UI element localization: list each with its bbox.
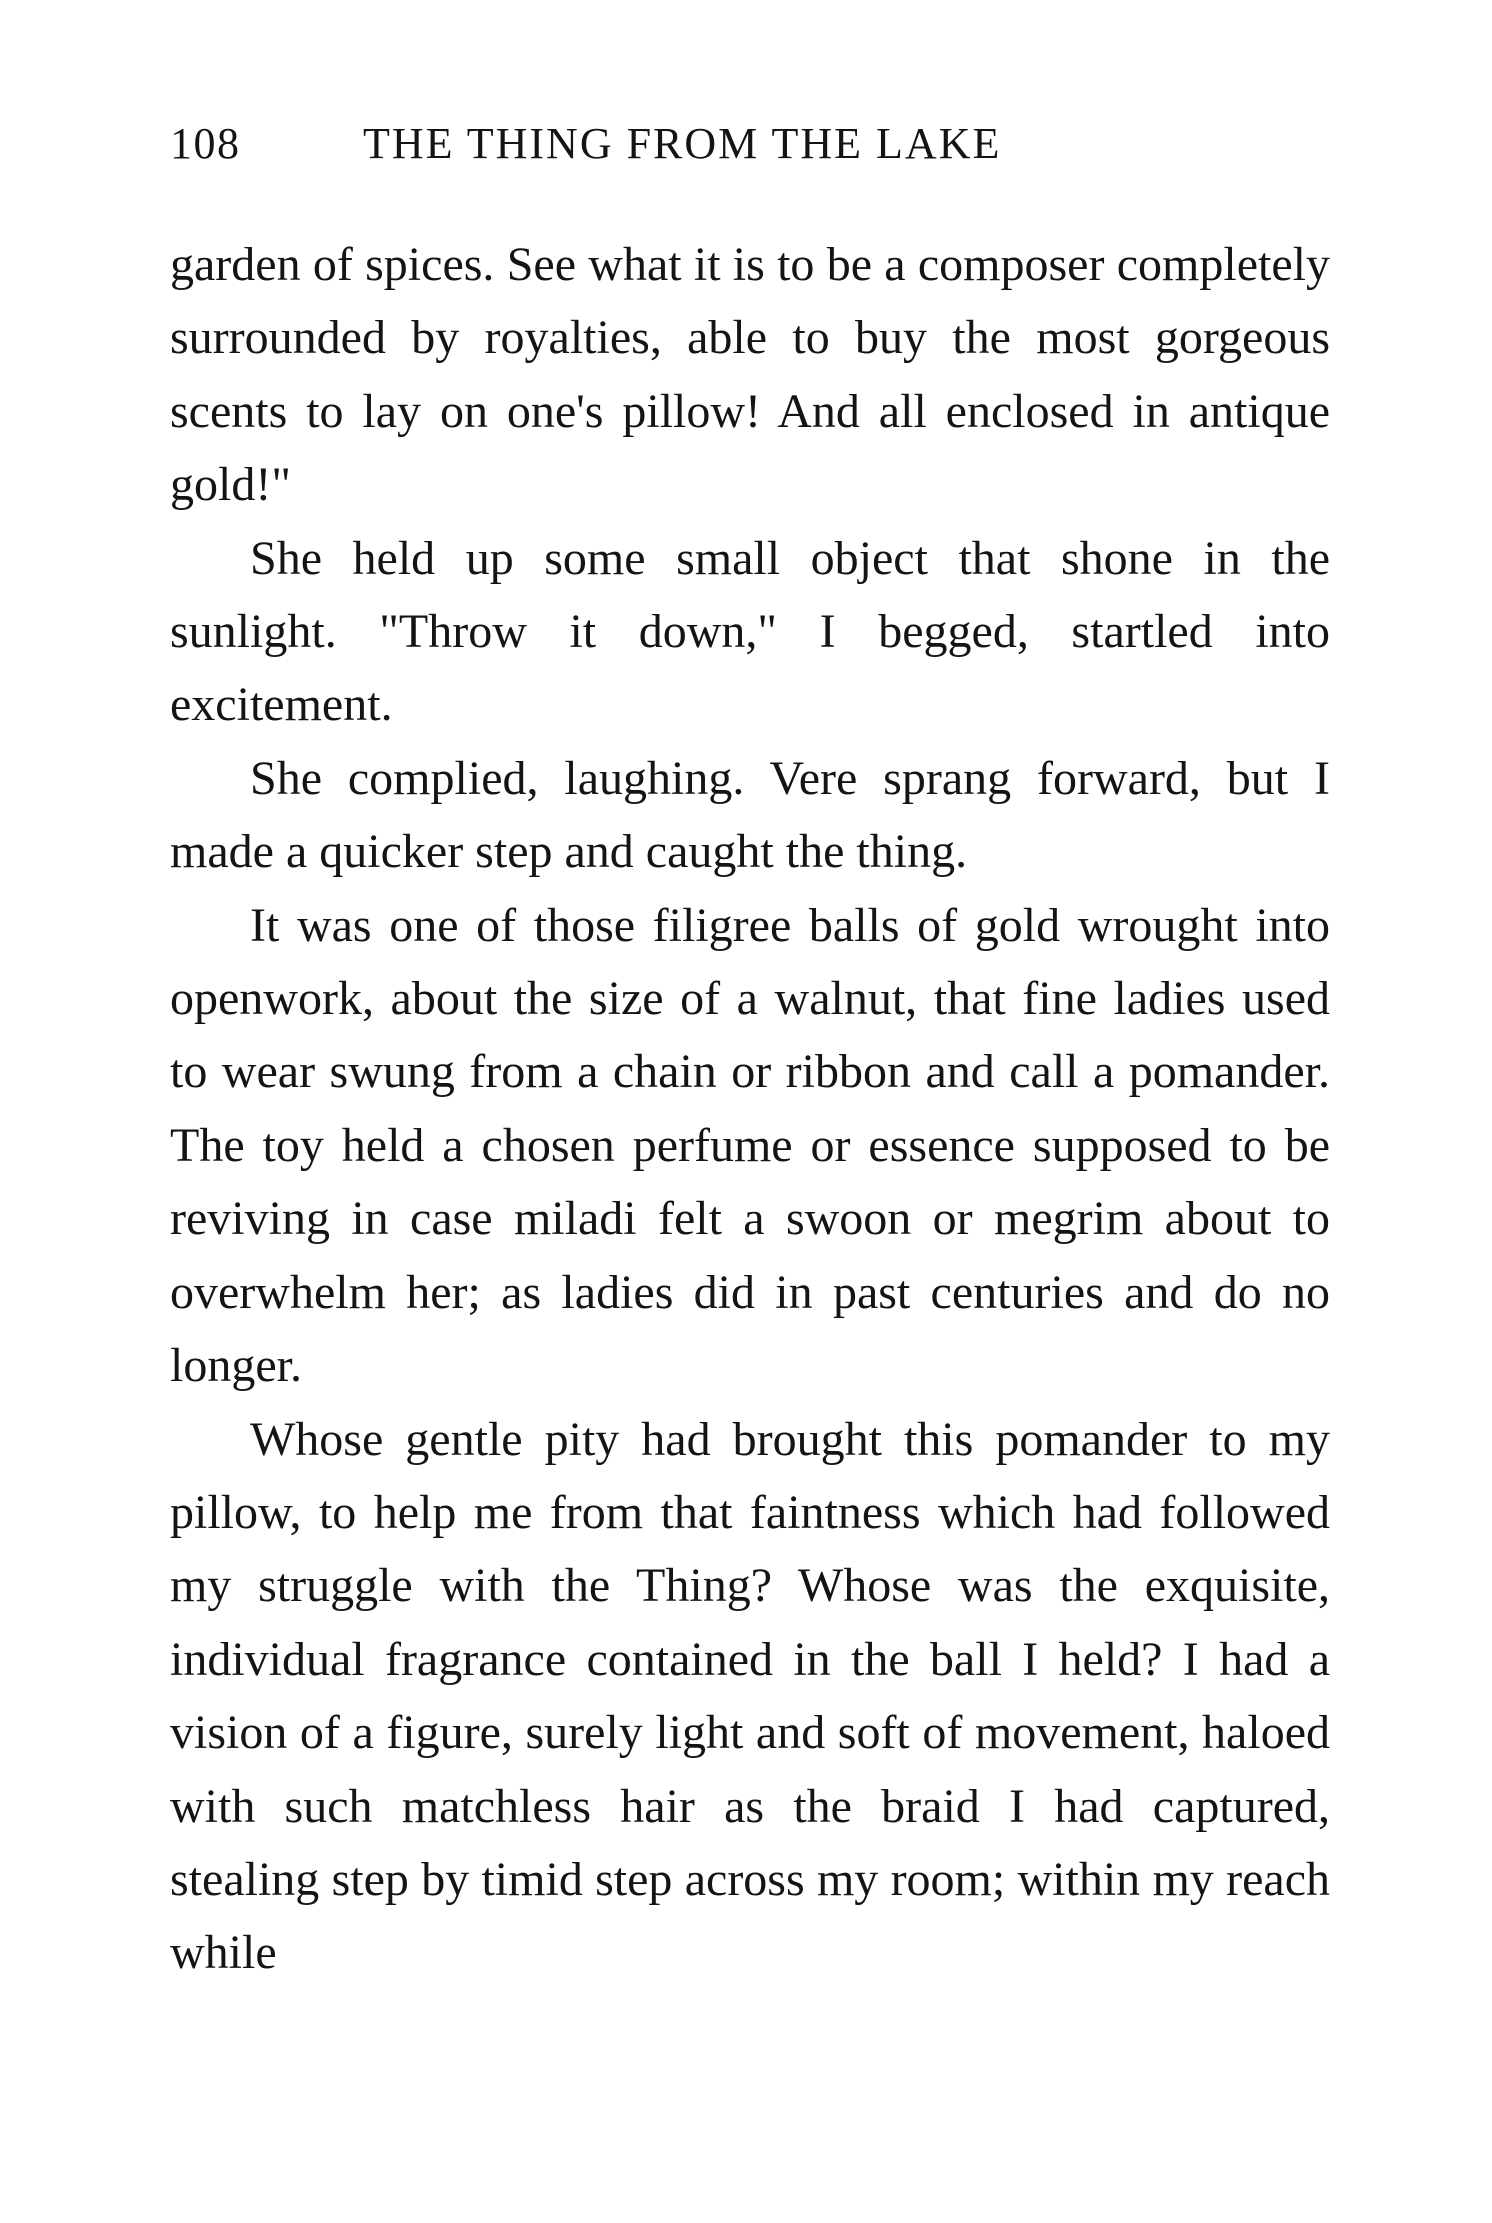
paragraph: It was one of those filigree balls of gold wrought into openwork, about the size of a walnut, that fine ladies used to wear swung from a chain or ribbon and call a pomander. The toy held a chosen perfume or essence supposed to be reviving in case miladi felt a swoon or megrim about to overwhelm her; as ladies did in past centuries and do no longer. xyxy=(170,898,1330,1393)
paragraph-continuation: garden of spices. See what it is to be a composer completely surrounded by royalties, able to buy the most gorgeous scents to lay on one's pillow! And all enclosed in antique gold!" xyxy=(170,238,1330,512)
running-title: THE THING FROM THE LAKE xyxy=(363,119,1002,168)
paragraph: She complied, laughing. Vere sprang forward, but I made a quicker step and caught the thing. xyxy=(170,751,1330,879)
body-text xyxy=(170,228,1330,1990)
paragraph: Whose gentle pity had brought this pomander to my pillow, to help me from that faintness which had followed my struggle with the Thing? Whose was the exquisite, individual fragrance contained in the ball I held? I had a vision of a figure, surely light and soft of movement, haloed with such matchless hair as the braid I had captured, stealing step by timid step across my room; within my reach while xyxy=(170,1412,1330,1980)
page-number: 108 xyxy=(170,119,241,168)
page-header xyxy=(170,118,1330,178)
paragraph: She held up some small object that shone in the sunlight. "Throw it down," I begged, startled into excitement. xyxy=(170,531,1330,732)
